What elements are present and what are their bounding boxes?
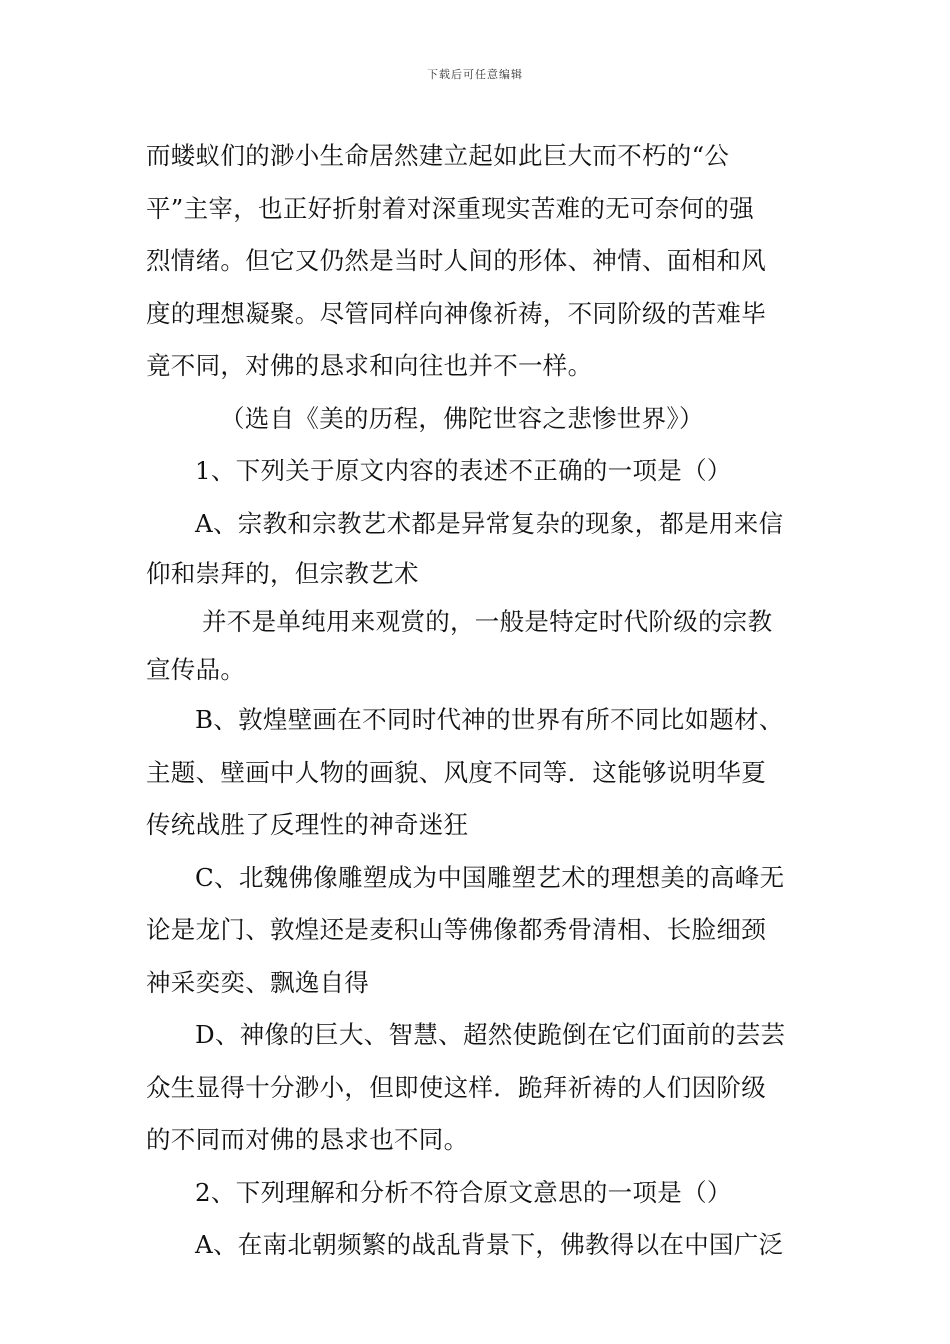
text-line: B、敦煌壁画在不同时代神的世界有所不同比如题材、: [195, 705, 784, 734]
text-line: 传统战胜了反理性的神奇迷狂: [146, 810, 469, 839]
option-b: [146, 694, 811, 852]
option-c: [146, 852, 811, 1010]
text-line: 仰和崇拜的，但宗教艺术: [146, 559, 419, 588]
question-stem: 1、下列关于原文内容的表述不正确的一项是（）: [195, 456, 732, 485]
question-1: [146, 445, 811, 1167]
question-stem: 2、下列理解和分析不符合原文意思的一项是（）: [195, 1177, 732, 1207]
text-line: 众生显得十分渺小，但即使这样．跪拜祈祷的人们因阶级: [146, 1072, 766, 1102]
option-a: [146, 498, 811, 695]
option-d: [146, 1009, 811, 1167]
text-line: 的不同而对佛的恳求也不同。: [146, 1125, 469, 1154]
text-line: 度的理想凝聚。尽管同样向神像祈祷，不同阶级的苦难毕: [146, 298, 766, 328]
source-citation: （选自《美的历程，佛陀世容之悲惨世界》）: [220, 403, 704, 433]
text-line: 论是龙门、敦煌还是麦积山等佛像都秀骨清相、长脸细颈: [146, 915, 766, 944]
text-line: A、宗教和宗教艺术都是异常复杂的现象，都是用来信: [195, 508, 784, 538]
text-line: 神采奕奕、飘逸自得: [146, 967, 370, 997]
text-line: C、北魏佛像雕塑成为中国雕塑艺术的理想美的高峰无: [195, 862, 785, 892]
paragraph: [146, 130, 811, 393]
text-line: 主题、壁画中人物的画貌、风度不同等．这能够说明华夏: [146, 757, 766, 787]
text-line: 宣传品。: [146, 655, 246, 684]
page-header-note: 下载后可任意编辑: [427, 68, 523, 81]
text-line: D、神像的巨大、智慧、超然使跪倒在它们面前的芸芸: [195, 1020, 786, 1049]
text-line: 竟不同，对佛的恳求和向往也并不一样。: [146, 351, 593, 380]
text-line: 而蝼蚁们的渺小生命居然建立起如此巨大而不朽的“公: [146, 141, 730, 170]
text-line: 并不是单纯用来观赏的，一般是特定时代阶级的宗教: [202, 607, 773, 636]
question-2: [146, 1167, 811, 1272]
text-line: 烈情绪。但它又仍然是当时人间的形体、神情、面相和风: [146, 246, 766, 275]
document-body: [146, 130, 811, 1272]
option-a: [146, 1219, 811, 1272]
text-line: A、在南北朝频繁的战乱背景下，佛教得以在中国广泛: [195, 1230, 784, 1259]
text-line: 平”主宰，也正好折射着对深重现实苦难的无可奈何的强: [146, 193, 755, 223]
